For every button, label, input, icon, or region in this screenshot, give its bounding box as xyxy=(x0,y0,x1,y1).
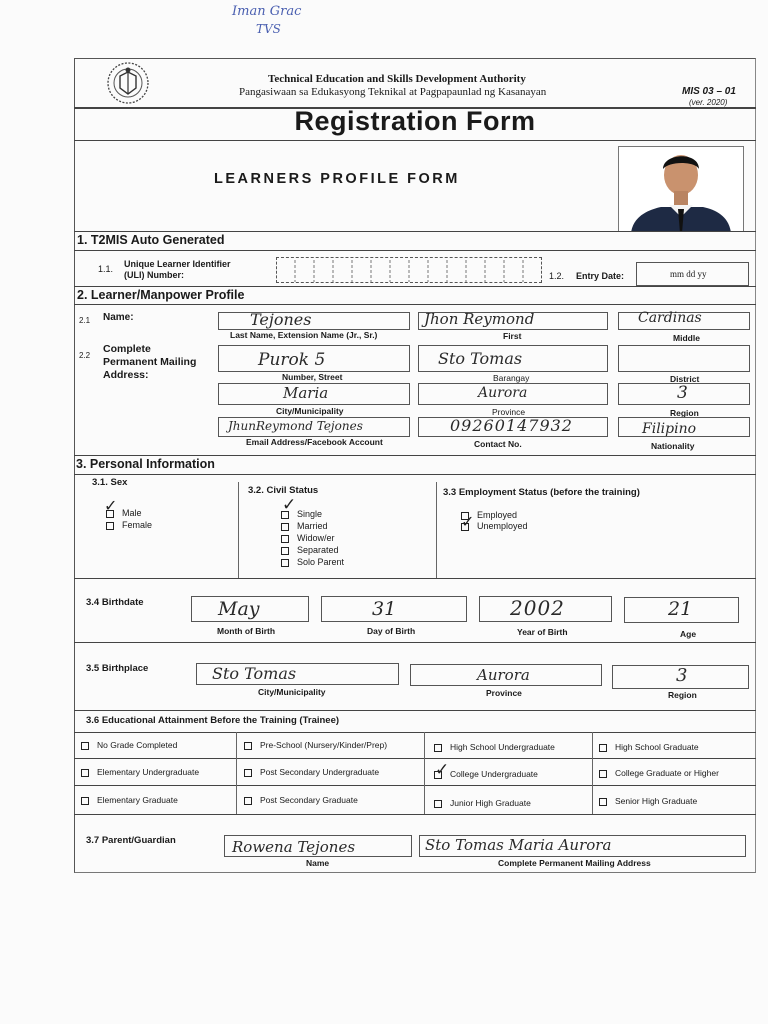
bp-province-value: Aurora xyxy=(477,666,530,684)
form-version: (ver. 2020) xyxy=(689,98,728,107)
form-code: MIS 03 – 01 xyxy=(682,86,736,97)
edu-option-label: Post Secondary Undergraduate xyxy=(260,767,380,777)
civil-option-label: Solo Parent xyxy=(297,557,345,567)
edu-option-label: Post Secondary Graduate xyxy=(260,795,358,805)
civil-option-label: Separated xyxy=(297,545,339,555)
civil-option-widow[interactable] xyxy=(281,533,335,543)
uli-label-line2: (ULI) Number: xyxy=(124,270,184,280)
tesda-logo xyxy=(100,58,155,108)
edu-option[interactable] xyxy=(81,795,178,805)
sex-option-female[interactable] xyxy=(106,520,152,530)
edu-option[interactable] xyxy=(434,769,538,779)
age-caption: Age xyxy=(680,629,697,639)
birth-month-value: May xyxy=(218,598,260,620)
middle-name-value: Cardinas xyxy=(638,310,702,326)
civil-option-label: Married xyxy=(297,521,328,531)
entry-date-field[interactable] xyxy=(636,262,749,286)
province-caption: Province xyxy=(492,407,526,417)
bp-province-caption: Province xyxy=(486,688,522,698)
edu-option-label: Elementary Graduate xyxy=(97,795,178,805)
section-3-title: 3. Personal Information xyxy=(76,457,215,471)
region-caption: Region xyxy=(670,408,699,418)
edu-option[interactable] xyxy=(244,767,379,777)
last-name-caption: Last Name, Extension Name (Jr., Sr.) xyxy=(230,330,378,340)
edu-option[interactable] xyxy=(434,798,531,808)
civil-status-label: 3.2. Civil Status xyxy=(248,485,319,496)
sex-option-label: Female xyxy=(122,520,153,530)
edu-option[interactable] xyxy=(599,742,699,752)
edu-option[interactable] xyxy=(599,796,697,806)
city-value: Maria xyxy=(283,384,329,402)
birth-year-value: 2002 xyxy=(510,596,565,620)
civil-option-solo-parent[interactable] xyxy=(281,557,344,567)
unemployed-checkmark: ✓ xyxy=(461,512,475,531)
barangay-caption: Barangay xyxy=(493,373,530,383)
edu-option-label: High School Undergraduate xyxy=(450,742,555,752)
birthplace-label: 3.5 Birthplace xyxy=(86,663,149,674)
city-caption: City/Municipality xyxy=(276,406,344,416)
first-name-caption: First xyxy=(503,331,522,341)
birth-day-caption: Day of Birth xyxy=(367,626,416,636)
edu-option-label: Senior High Graduate xyxy=(615,796,698,806)
province-value: Aurora xyxy=(478,385,528,401)
region-value: 3 xyxy=(677,383,688,403)
birthdate-label: 3.4 Birthdate xyxy=(86,597,144,608)
edu-option-label: Junior High Graduate xyxy=(450,798,531,808)
bp-region-caption: Region xyxy=(668,690,697,700)
edu-option[interactable] xyxy=(81,740,177,750)
first-name-value: Jhon Reymond xyxy=(424,310,535,328)
birth-month-caption: Month of Birth xyxy=(217,626,276,636)
last-name-field[interactable] xyxy=(218,312,410,330)
agency-name-filipino: Pangasiwaan sa Edukasyong Teknikal at Pagpapaunlad ng Kasanayan xyxy=(239,86,547,98)
section-2-title: 2. Learner/Manpower Profile xyxy=(77,288,245,302)
college-undergrad-checkmark: ✓ xyxy=(435,760,450,780)
email-value: JhunReymond Tejones xyxy=(228,419,363,433)
handwritten-annotation-line2: TVS xyxy=(256,22,281,36)
bp-city-value: Sto Tomas xyxy=(212,664,297,683)
edu-option[interactable] xyxy=(244,795,358,805)
single-checkmark: ✓ xyxy=(282,495,297,515)
street-caption: Number, Street xyxy=(282,372,343,382)
edu-option-label: College Graduate or Higher xyxy=(615,768,719,778)
form-title: Registration Form xyxy=(294,106,536,136)
edu-option[interactable] xyxy=(434,742,555,752)
district-field[interactable] xyxy=(618,345,750,372)
employment-label: 3.3 Employment Status (before the training) xyxy=(443,487,640,498)
uli-label-line1: Unique Learner Identifier xyxy=(124,259,231,269)
edu-option[interactable] xyxy=(244,740,387,750)
bp-city-caption: City/Municipality xyxy=(258,687,326,697)
name-label: Name: xyxy=(103,312,134,323)
entry-date-label: Entry Date: xyxy=(576,271,625,281)
guardian-address-caption: Complete Permanent Mailing Address xyxy=(498,858,651,868)
guardian-name-value: Rowena Tejones xyxy=(232,838,356,856)
emp-option-label: Employed xyxy=(477,510,518,520)
handwritten-annotation-line1: Iman Grac xyxy=(232,4,302,19)
nationality-caption: Nationality xyxy=(651,441,695,451)
civil-option-separated[interactable] xyxy=(281,545,339,555)
district-caption: District xyxy=(670,374,700,384)
address-label-line2: Permanent Mailing xyxy=(103,356,197,368)
email-caption: Email Address/Facebook Account xyxy=(246,437,383,447)
middle-name-caption: Middle xyxy=(673,333,700,343)
address-label-line1: Complete xyxy=(103,343,151,355)
barangay-value: Sto Tomas xyxy=(438,349,523,368)
contact-value: 09260147932 xyxy=(450,416,573,435)
name-index: 2.1 xyxy=(79,316,91,325)
edu-option-label: No Grade Completed xyxy=(97,740,178,750)
sex-label: 3.1. Sex xyxy=(92,477,128,488)
guardian-label: 3.7 Parent/Guardian xyxy=(86,835,176,846)
bp-region-value: 3 xyxy=(676,665,688,686)
edu-option[interactable] xyxy=(599,768,719,778)
emp-option-label: Unemployed xyxy=(477,521,528,531)
edu-option[interactable] xyxy=(81,767,199,777)
sex-option-label: Male xyxy=(122,508,142,518)
birth-day-value: 31 xyxy=(372,598,397,620)
entry-date-index: 1.2. xyxy=(549,271,565,281)
edu-option-label: Pre-School (Nursery/Kinder/Prep) xyxy=(260,740,388,750)
civil-option-married[interactable] xyxy=(281,521,328,531)
civil-option-label: Widow/er xyxy=(297,533,335,543)
guardian-address-value: Sto Tomas Maria Aurora xyxy=(425,836,612,854)
edu-option-label: College Undergraduate xyxy=(450,769,538,779)
male-checkmark: ✓ xyxy=(104,496,118,515)
civil-option-label: Single xyxy=(297,509,323,519)
agency-name: Technical Education and Skills Development Authority xyxy=(268,73,526,85)
section-1-title: 1. T2MIS Auto Generated xyxy=(77,233,225,247)
id-photo xyxy=(618,146,744,232)
nationality-value: Filipino xyxy=(642,421,697,437)
education-label: 3.6 Educational Attainment Before the Training (Trainee) xyxy=(86,715,340,726)
guardian-name-caption: Name xyxy=(306,858,330,868)
street-value: Purok 5 xyxy=(258,350,326,370)
age-value: 21 xyxy=(668,598,693,620)
uli-number-field[interactable] xyxy=(276,257,542,283)
edu-option-label: Elementary Undergraduate xyxy=(97,767,200,777)
entry-date-value: mm dd yy xyxy=(670,269,707,279)
birth-year-caption: Year of Birth xyxy=(517,627,568,637)
contact-caption: Contact No. xyxy=(474,439,522,449)
edu-option-label: High School Graduate xyxy=(615,742,699,752)
address-label-line3: Address: xyxy=(103,369,149,381)
address-index: 2.2 xyxy=(79,351,91,360)
uli-number-index: 1.1. xyxy=(98,264,114,274)
form-subtitle: LEARNERS PROFILE FORM xyxy=(214,171,460,187)
last-name-value: Tejones xyxy=(250,310,312,329)
